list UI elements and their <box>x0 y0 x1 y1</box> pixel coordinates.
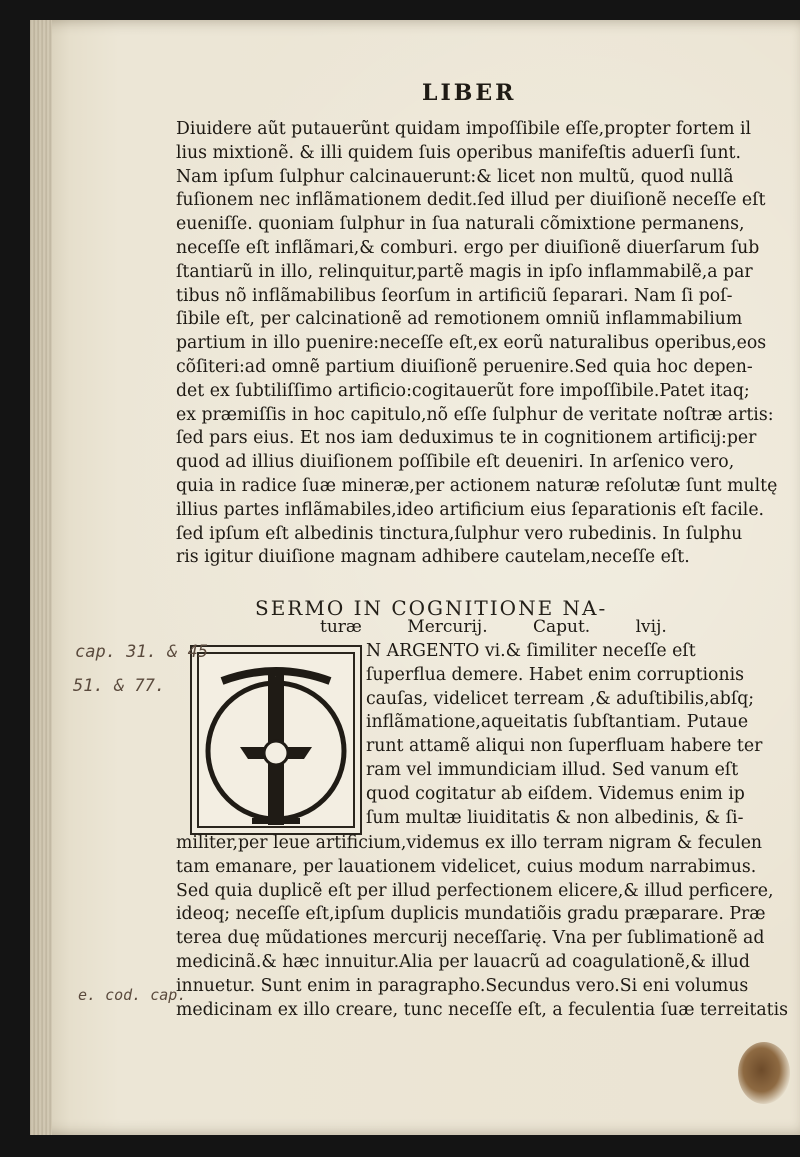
initial-letter: I <box>275 677 277 678</box>
margin-note: e. cod. cap. <box>78 986 187 1004</box>
book-gutter <box>30 20 52 1135</box>
text-line: ex præmiſſis in hoc capitulo,nõ eſſe ſulphur de veritate noſtræ artis: <box>176 404 774 425</box>
text-line: medicinã.& hæc innuitur.Alia per lauacrũ ad coagulationẽ,& illud <box>176 951 750 972</box>
text-line: medicinam ex illo creare, tunc neceſſe eſt, a feculentia ſuæ terreitatis <box>176 999 788 1020</box>
text-line: ſed pars eius. Et nos iam deduximus te in cognitionem artificij:per <box>176 428 757 449</box>
text-line: ris igitur diuiſione magnam adhibere cautelam,neceſſe eſt. <box>176 547 690 568</box>
text-line: terea duę mũdationes mercurij neceſſarię. Vna per ſublimationẽ ad <box>176 928 765 949</box>
text-line: tam emanare, per lauationem videlicet, cuius modum narrabimus. <box>176 856 757 877</box>
paragraph-2 <box>366 640 762 830</box>
text-line: militer,per leue artificium,videmus ex illo terram nigram & feculen <box>176 833 763 853</box>
text-line: ideoq; neceſſe eſt,ipſum duplicis mundatiõis gradu præparare. Præ <box>176 904 766 925</box>
text-line: quod ad illius diuiſionem poſſibile eſt deueniri. In arſenico vero, <box>176 452 735 473</box>
chapter-number: Caput. lvij. <box>533 617 667 637</box>
subheading-title: turæ Mercurij. <box>320 617 488 637</box>
text-line: fuſionem nec inflãmationem dedit.ſed illud per diuiſionẽ neceſſe eſt <box>176 190 766 211</box>
ink-stain <box>738 1042 790 1104</box>
chapter-heading: SERMO IN COGNITIONE NA- <box>255 596 608 620</box>
margin-note: 51. & 77. <box>73 676 166 696</box>
text-line: illius partes inflãmabiles,ideo artificium eius ſeparationis eſt facile. <box>176 499 765 520</box>
chapter-subheading <box>320 617 667 637</box>
running-header: LIBER <box>422 80 517 106</box>
paragraph-1 <box>176 118 777 570</box>
text-line: quod cogitatur ab eiſdem. Videmus enim ip <box>366 783 745 804</box>
text-line: ſibile eſt, per calcinationẽ ad remotionem omniũ inflammabilium <box>176 309 743 330</box>
text-line: tibus nõ inflãmabilibus ſeorſum in artificiũ ſeparari. Nam ſi poſ- <box>176 285 733 306</box>
text-line: innuetur. Sunt enim in paragrapho.Secundus vero.Si eni volumus <box>176 975 749 996</box>
margin-note: cap. 31. & 45 <box>75 642 209 662</box>
text-line: neceſſe eſt inflãmari,& comburi. ergo per diuiſionẽ diuerſarum ſub <box>176 237 760 258</box>
text-line: cõſiteri:ad omnẽ partium diuiſionẽ peruenire.Sed quia hoc depen- <box>176 356 753 377</box>
text-line: N ARGENTO vi.& ſimiliter neceſſe eſt <box>366 641 696 661</box>
text-line: Nam ipſum ſulphur calcinauerunt:& licet non multũ, quod nullã <box>176 166 734 187</box>
text-line: ſtantiarũ in illo, relinquitur,partẽ magis in ipſo inflammabilẽ,a par <box>176 261 753 282</box>
text-line: eueniſſe. quoniam ſulphur in ſua naturali cõmixtione permanens, <box>176 214 745 235</box>
text-line: Sed quia duplicẽ eſt per illud perfectionem elicere,& illud perficere, <box>176 880 774 901</box>
decorated-initial <box>190 645 362 835</box>
text-line: runt attamẽ aliqui non ſuperfluam habere ter <box>366 736 763 757</box>
text-line: det ex ſubtiliſſimo artificio:cogitauerũt fore impoſſibile.Patet itaq; <box>176 380 750 401</box>
text-line: cauſas, videlicet terream ,& aduſtibilis,abſq; <box>366 688 755 709</box>
text-line: lius mixtionẽ. & illi quidem ſuis operibus manifeſtis aduerſi ſunt. <box>176 142 741 163</box>
text-line: ſed ipſum eſt albedinis tinctura,ſulphur vero rubedinis. In ſulphu <box>176 523 743 544</box>
text-line: ſuperflua demere. Habet enim corruptionis <box>366 664 744 685</box>
text-line: ſum multæ liuiditatis & non albedinis, & ſi- <box>366 807 744 828</box>
text-line: quia in radice ſuæ mineræ,per actionem naturæ reſolutæ ſunt multę <box>176 475 778 496</box>
book-page <box>30 20 800 1135</box>
paragraph-3 <box>176 832 788 1022</box>
text-line: partium in illo puenire:neceſſe eſt,ex eorũ naturalibus operibus,eos <box>176 333 767 354</box>
initial-letter-ornament <box>192 647 360 833</box>
text-line: inflãmatione,aqueitatis ſubſtantiam. Putaue <box>366 712 749 733</box>
text-line: Diuidere aũt putauerũnt quidam impoſſibile eſſe,propter fortem il <box>176 119 752 139</box>
text-line: ram vel immundiciam illud. Sed vanum eſt <box>366 759 739 780</box>
